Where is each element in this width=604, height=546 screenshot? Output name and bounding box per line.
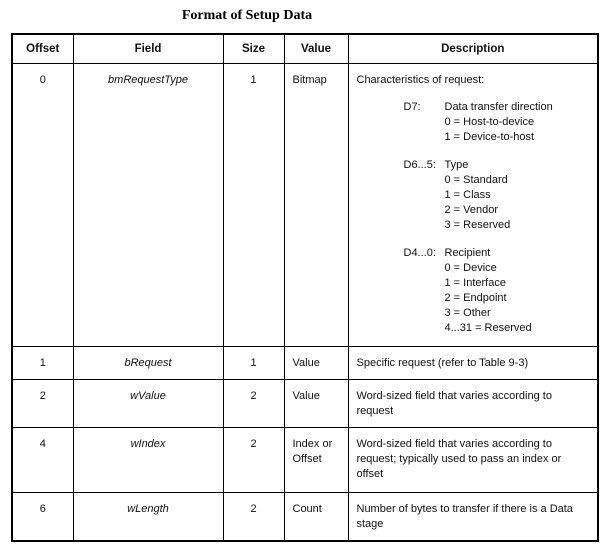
bit-group [404, 100, 590, 145]
bit-group-line: 3 = Other [444, 307, 491, 319]
setup-data-table [11, 33, 599, 542]
bit-group-line: Data transfer direction [444, 101, 553, 113]
cell-description: Word-sized field that varies according to request; typically used to pass an index or offset [348, 428, 598, 493]
bit-group-line: 1 = Interface [444, 277, 506, 289]
bit-group-line: 0 = Device [444, 262, 497, 274]
cell-size: 2 [223, 428, 284, 493]
bit-group-lines [445, 158, 590, 233]
cell-size: 2 [223, 493, 284, 542]
cell-value: Value [284, 380, 348, 428]
bit-group-line: 0 = Standard [444, 174, 508, 186]
cell-value: Bitmap [284, 64, 348, 347]
cell-description: Number of bytes to transfer if there is a Data stage [348, 493, 598, 542]
table-row [12, 347, 598, 380]
cell-value: Value [284, 347, 348, 380]
cell-value: Count [284, 493, 348, 542]
bit-group [404, 246, 590, 336]
bit-group-label: D6...5: [403, 159, 436, 171]
cell-field: bmRequestType [73, 64, 223, 347]
description-intro: Characteristics of request: [356, 74, 485, 86]
cell-field: wValue [73, 380, 223, 428]
table-row [12, 64, 598, 347]
column-header-description: Description [348, 34, 598, 64]
bit-group-line: Type [444, 159, 469, 171]
table-title: Format of Setup Data [181, 8, 313, 23]
bit-group-line: 0 = Host-to-device [444, 116, 535, 128]
bit-group-line: Recipient [444, 247, 491, 259]
cell-size: 1 [223, 64, 284, 347]
cell-field: wIndex [73, 428, 223, 493]
bit-group-line: 1 = Class [444, 189, 491, 201]
cell-offset: 4 [12, 428, 73, 493]
bit-group-line: 2 = Vendor [444, 204, 499, 216]
cell-size: 2 [223, 380, 284, 428]
table-row [12, 380, 598, 428]
bit-group-lines [445, 246, 590, 336]
bit-group [404, 158, 590, 233]
table-row [12, 493, 598, 542]
cell-offset: 2 [12, 380, 73, 428]
cell-value: Index or Offset [284, 428, 348, 493]
bit-group-label: D4...0: [403, 247, 436, 259]
bit-group-line: 1 = Device-to-host [444, 131, 535, 143]
bit-group-line: 4...31 = Reserved [444, 322, 532, 334]
bit-group-line: 3 = Reserved [444, 219, 511, 231]
cell-description: Specific request (refer to Table 9-3) [348, 347, 598, 380]
column-header-offset: Offset [12, 34, 73, 64]
cell-offset: 1 [12, 347, 73, 380]
cell-offset: 0 [12, 64, 73, 347]
cell-offset: 6 [12, 493, 73, 542]
table-row [12, 428, 598, 493]
bit-group-lines [445, 100, 590, 145]
cell-field: wLength [73, 493, 223, 542]
column-header-value: Value [284, 34, 348, 64]
cell-description [348, 64, 598, 347]
cell-description: Word-sized field that varies according to request [348, 380, 598, 428]
column-header-field: Field [73, 34, 223, 64]
bit-group-label: D7: [403, 101, 421, 113]
cell-size: 1 [223, 347, 284, 380]
column-header-size: Size [223, 34, 284, 64]
table-body [12, 64, 598, 542]
bit-group-line: 2 = Endpoint [444, 292, 507, 304]
cell-field: bRequest [73, 347, 223, 380]
header-row [12, 34, 598, 64]
